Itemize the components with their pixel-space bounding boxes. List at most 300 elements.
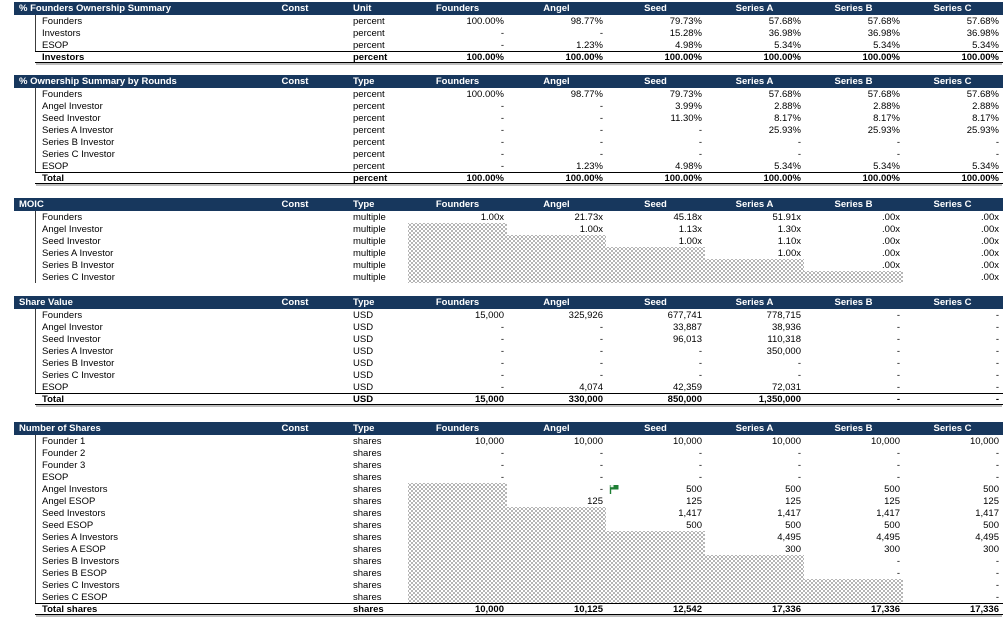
total-label[interactable]: Total	[42, 172, 64, 184]
total-cell[interactable]: 100.00%	[664, 172, 702, 184]
cell[interactable]: -	[500, 160, 504, 172]
cell[interactable]: 100.00%	[466, 15, 504, 27]
cell[interactable]: -	[896, 333, 900, 345]
cell[interactable]: -	[500, 124, 504, 136]
cell[interactable]: .00x	[882, 235, 900, 247]
cell[interactable]: -	[896, 357, 900, 369]
cell[interactable]: 10,000	[771, 435, 801, 447]
cell[interactable]: -	[500, 357, 504, 369]
cell[interactable]: 42,359	[672, 381, 702, 393]
cell[interactable]: -	[797, 471, 801, 483]
total-cell[interactable]: 100.00%	[565, 172, 603, 184]
cell[interactable]: -	[896, 471, 900, 483]
type-cell[interactable]: shares	[353, 483, 382, 495]
table-row	[14, 507, 1003, 519]
cell[interactable]: 79.73%	[669, 88, 702, 100]
cell[interactable]: 1.30x	[777, 223, 801, 235]
type-cell[interactable]: percent	[353, 15, 385, 27]
type-cell[interactable]: percent	[353, 148, 385, 160]
type-cell[interactable]: USD	[353, 357, 374, 369]
cell[interactable]: 10,000	[870, 435, 900, 447]
row-label[interactable]: Seed Investors	[42, 507, 106, 519]
row-label[interactable]: ESOP	[42, 39, 69, 51]
cell[interactable]: .00x	[882, 223, 900, 235]
cell[interactable]: 778,715	[766, 309, 801, 321]
total-cell[interactable]: 15,000	[474, 393, 504, 405]
cell[interactable]: 5.34%	[972, 39, 999, 51]
cell[interactable]: -	[896, 567, 900, 579]
row-label[interactable]: Angel Investor	[42, 100, 103, 112]
type-column-header: Type	[353, 76, 375, 87]
row-label[interactable]: Series A Investor	[42, 247, 114, 259]
row-label[interactable]: Series B ESOP	[42, 567, 107, 579]
type-cell[interactable]: percent	[353, 88, 385, 100]
total-cell[interactable]: 330,000	[568, 393, 603, 405]
type-cell[interactable]: USD	[353, 369, 374, 381]
total-cell[interactable]: 1,350,000	[758, 393, 801, 405]
cell[interactable]: -	[995, 148, 999, 160]
cell[interactable]: -	[995, 591, 999, 603]
cell[interactable]: 4,495	[876, 531, 900, 543]
cell[interactable]: -	[599, 112, 603, 124]
cell[interactable]: 57.68%	[867, 15, 900, 27]
cell[interactable]: -	[797, 136, 801, 148]
total-cell[interactable]: 12,542	[672, 603, 702, 615]
type-cell[interactable]: multiple	[353, 211, 386, 223]
cell[interactable]: -	[500, 136, 504, 148]
cell[interactable]: -	[599, 148, 603, 160]
cell[interactable]: 10,000	[672, 435, 702, 447]
total-cell[interactable]: 10,125	[573, 603, 603, 615]
cell[interactable]: .00x	[981, 223, 999, 235]
cell[interactable]: -	[500, 459, 504, 471]
hatch-pattern	[408, 543, 705, 555]
total-label[interactable]: Total	[42, 393, 64, 405]
row-label[interactable]: Series A Investor	[42, 124, 114, 136]
cell[interactable]: 125	[884, 495, 900, 507]
cell[interactable]: -	[500, 112, 504, 124]
cell[interactable]: 125	[686, 495, 702, 507]
cell[interactable]: 8.17%	[873, 112, 900, 124]
total-cell[interactable]: 100.00%	[961, 51, 999, 63]
type-cell[interactable]: percent	[353, 112, 385, 124]
cell[interactable]: 51.91x	[772, 211, 801, 223]
row-label[interactable]: ESOP	[42, 160, 69, 172]
cell[interactable]: 1,417	[876, 507, 900, 519]
cell[interactable]: 1,417	[975, 507, 999, 519]
cell[interactable]: -	[995, 447, 999, 459]
cell[interactable]: -	[500, 27, 504, 39]
cell[interactable]: 98.77%	[570, 15, 603, 27]
cell[interactable]: -	[797, 369, 801, 381]
table-row	[14, 211, 1003, 223]
type-cell[interactable]: shares	[353, 435, 382, 447]
row-label[interactable]: Series A Investor	[42, 345, 114, 357]
row-label[interactable]: Angel Investors	[42, 483, 108, 495]
cell[interactable]: 1.13x	[678, 223, 702, 235]
cell[interactable]: .00x	[882, 259, 900, 271]
row-label[interactable]: Investors	[42, 27, 81, 39]
cell[interactable]: -	[698, 357, 702, 369]
row-label[interactable]: Series B Investor	[42, 259, 115, 271]
row-label[interactable]: Series A Investors	[42, 531, 119, 543]
cell[interactable]: 500	[686, 519, 702, 531]
cell[interactable]: -	[500, 345, 504, 357]
cell[interactable]: 1.23%	[576, 39, 603, 51]
cell[interactable]: 500	[785, 519, 801, 531]
type-cell[interactable]: percent	[353, 100, 385, 112]
cell[interactable]: -	[896, 555, 900, 567]
cell[interactable]: -	[995, 321, 999, 333]
cell[interactable]: 8.17%	[774, 112, 801, 124]
cell[interactable]: -	[500, 471, 504, 483]
type-cell[interactable]: percent	[353, 51, 388, 63]
cell[interactable]: 125	[587, 495, 603, 507]
cell[interactable]: -	[698, 471, 702, 483]
type-cell[interactable]: shares	[353, 579, 382, 591]
cell[interactable]: 8.17%	[972, 112, 999, 124]
cell[interactable]: -	[500, 148, 504, 160]
type-cell[interactable]: shares	[353, 519, 382, 531]
cell[interactable]: 57.68%	[966, 15, 999, 27]
cell[interactable]: -	[896, 381, 900, 393]
cell[interactable]: 45.18x	[673, 211, 702, 223]
total-cell[interactable]: 100.00%	[961, 172, 999, 184]
cell[interactable]: -	[995, 459, 999, 471]
cell[interactable]: 57.68%	[867, 88, 900, 100]
cell[interactable]: -	[500, 369, 504, 381]
cell[interactable]: 110,318	[767, 333, 801, 345]
cell[interactable]: 57.68%	[768, 15, 801, 27]
column-header-founders: Founders	[435, 199, 480, 210]
cell[interactable]: -	[896, 309, 900, 321]
cell[interactable]: .00x	[882, 247, 900, 259]
cell[interactable]: 5.34%	[873, 39, 900, 51]
cell[interactable]: -	[797, 459, 801, 471]
cell[interactable]: .00x	[882, 211, 900, 223]
row-label[interactable]: Founder 3	[42, 459, 86, 471]
cell[interactable]: 500	[686, 483, 702, 495]
cell[interactable]: 500	[785, 483, 801, 495]
row-label[interactable]: Angel Investor	[42, 321, 103, 333]
cell[interactable]: 500	[884, 519, 900, 531]
cell[interactable]: 25.93%	[867, 124, 900, 136]
cell[interactable]: 15.28%	[669, 27, 702, 39]
cell[interactable]: 1.23%	[576, 160, 603, 172]
table-row	[14, 100, 1003, 112]
cell[interactable]: 125	[785, 495, 801, 507]
cell[interactable]: 1.00x	[777, 247, 801, 259]
total-cell[interactable]: 17,336	[771, 603, 801, 615]
type-cell[interactable]: shares	[353, 543, 382, 555]
cell[interactable]: 57.68%	[768, 88, 801, 100]
row-label[interactable]: ESOP	[42, 381, 69, 393]
cell[interactable]: -	[500, 381, 504, 393]
cell[interactable]: 15,000	[474, 309, 504, 321]
cell[interactable]: 5.34%	[873, 160, 900, 172]
total-cell[interactable]: 100.00%	[466, 51, 504, 63]
type-cell[interactable]: multiple	[353, 235, 386, 247]
type-cell[interactable]: shares	[353, 471, 382, 483]
cell[interactable]: 33,887	[672, 321, 702, 333]
cell[interactable]: 36.98%	[966, 27, 999, 39]
hatch-pattern	[408, 235, 606, 247]
type-cell[interactable]: USD	[353, 309, 374, 321]
cell[interactable]: 21.73x	[574, 211, 603, 223]
cell[interactable]: .00x	[981, 259, 999, 271]
cell[interactable]: 57.68%	[966, 88, 999, 100]
cell[interactable]: 300	[884, 543, 900, 555]
cell[interactable]: -	[599, 471, 603, 483]
cell[interactable]: -	[995, 555, 999, 567]
column-header-angel: Angel	[543, 423, 570, 434]
cell[interactable]: -	[500, 321, 504, 333]
row-label[interactable]: Series A ESOP	[42, 543, 106, 555]
cell[interactable]: 100.00%	[466, 88, 504, 100]
cell[interactable]: -	[507, 484, 606, 495]
cell[interactable]: 10,000	[573, 435, 603, 447]
total-cell[interactable]: 17,336	[969, 603, 999, 615]
total-cell[interactable]: 10,000	[474, 603, 504, 615]
cell[interactable]: 98.77%	[570, 88, 603, 100]
cell[interactable]: 125	[983, 495, 999, 507]
cell[interactable]: -	[698, 148, 702, 160]
row-label[interactable]: Series C Investor	[42, 369, 115, 381]
row-label[interactable]: Series B Investors	[42, 555, 120, 567]
row-label[interactable]: Angel ESOP	[42, 495, 96, 507]
row-label[interactable]: Seed Investor	[42, 112, 101, 124]
cell[interactable]: 2.88%	[972, 100, 999, 112]
row-label[interactable]: Series C Investor	[42, 148, 115, 160]
cell[interactable]: 79.73%	[669, 15, 702, 27]
row-label[interactable]: Series B Investor	[42, 357, 115, 369]
cell[interactable]: -	[995, 345, 999, 357]
column-header-series-c: Series C	[933, 297, 972, 308]
cell[interactable]: -	[995, 369, 999, 381]
const-column-header: Const	[281, 76, 309, 87]
row-label[interactable]: Seed Investor	[42, 235, 101, 247]
cell[interactable]: 10,000	[474, 435, 504, 447]
total-cell[interactable]: 850,000	[667, 393, 702, 405]
cell[interactable]: 5.34%	[774, 160, 801, 172]
row-label[interactable]: Series C ESOP	[42, 591, 108, 603]
cell[interactable]: -	[896, 321, 900, 333]
row-label[interactable]: Founders	[42, 309, 83, 321]
cell[interactable]: -	[797, 148, 801, 160]
type-cell[interactable]: shares	[353, 447, 382, 459]
cell[interactable]: 1.10x	[777, 235, 801, 247]
cell[interactable]: -	[599, 369, 603, 381]
cell[interactable]: 325,926	[568, 309, 603, 321]
cell[interactable]: 3.99%	[675, 100, 702, 112]
cell[interactable]: 1,417	[777, 507, 801, 519]
cell[interactable]: -	[896, 447, 900, 459]
cell[interactable]: -	[995, 381, 999, 393]
cell[interactable]: -	[599, 27, 603, 39]
cell[interactable]: .00x	[981, 247, 999, 259]
total-cell[interactable]: 100.00%	[664, 51, 702, 63]
total-cell[interactable]: 17,336	[870, 603, 900, 615]
cell[interactable]: 300	[785, 543, 801, 555]
type-cell[interactable]: shares	[353, 555, 382, 567]
cell[interactable]: 677,741	[667, 309, 702, 321]
type-cell[interactable]: percent	[353, 136, 385, 148]
row-label[interactable]: Series C Investor	[42, 271, 115, 283]
row-label[interactable]: Founders	[42, 211, 83, 223]
cell[interactable]: 4.98%	[675, 160, 702, 172]
type-cell[interactable]: shares	[353, 459, 382, 471]
cell[interactable]: -	[698, 369, 702, 381]
cell[interactable]: 500	[884, 483, 900, 495]
table-title: Number of Shares	[19, 423, 101, 434]
cell[interactable]: 4,495	[777, 531, 801, 543]
type-cell[interactable]: shares	[353, 603, 384, 615]
type-cell[interactable]: percent	[353, 160, 385, 172]
cell[interactable]: -	[698, 447, 702, 459]
type-cell[interactable]: shares	[353, 531, 382, 543]
cell[interactable]: 1.00x	[579, 223, 603, 235]
cell[interactable]: -	[995, 309, 999, 321]
cell[interactable]: -	[599, 100, 603, 112]
row-label[interactable]: Founder 2	[42, 447, 86, 459]
cell[interactable]: 36.98%	[768, 27, 801, 39]
cell[interactable]: -	[797, 447, 801, 459]
cell[interactable]: 5.34%	[972, 160, 999, 172]
cell[interactable]: 96,013	[672, 333, 702, 345]
cell[interactable]: 1.00x	[480, 211, 504, 223]
cell[interactable]: -	[599, 447, 603, 459]
type-cell[interactable]: multiple	[353, 271, 386, 283]
row-label[interactable]: Seed Investor	[42, 333, 101, 345]
type-cell[interactable]: percent	[353, 124, 385, 136]
row-label[interactable]: Founders	[42, 88, 83, 100]
cell[interactable]: 1,417	[678, 507, 702, 519]
type-cell[interactable]: USD	[353, 393, 374, 405]
cell[interactable]: 5.34%	[774, 39, 801, 51]
cell[interactable]: -	[500, 39, 504, 51]
cell[interactable]: -	[896, 369, 900, 381]
type-cell[interactable]: USD	[353, 333, 374, 345]
type-cell[interactable]: shares	[353, 591, 382, 603]
row-label[interactable]: Angel Investor	[42, 223, 103, 235]
type-cell[interactable]: shares	[353, 567, 382, 579]
cell[interactable]: -	[896, 345, 900, 357]
cell[interactable]: -	[698, 136, 702, 148]
total-cell[interactable]: 100.00%	[862, 51, 900, 63]
type-cell[interactable]: multiple	[353, 247, 386, 259]
row-label[interactable]: ESOP	[42, 471, 69, 483]
type-cell[interactable]: percent	[353, 39, 385, 51]
cell[interactable]: -	[797, 357, 801, 369]
cell[interactable]: -	[599, 459, 603, 471]
cell[interactable]: -	[500, 333, 504, 345]
cell[interactable]: -	[698, 345, 702, 357]
cell[interactable]: -	[698, 124, 702, 136]
table-title: % Founders Ownership Summary	[19, 3, 172, 14]
cell[interactable]: 4.98%	[675, 39, 702, 51]
row-label[interactable]: Seed ESOP	[42, 519, 94, 531]
row-label[interactable]: Founders	[42, 15, 83, 27]
type-cell[interactable]: shares	[353, 507, 382, 519]
cell[interactable]: -	[995, 579, 999, 591]
table-body	[14, 88, 1003, 172]
cell[interactable]: -	[995, 567, 999, 579]
total-label[interactable]: Total shares	[42, 603, 98, 615]
cell[interactable]: 2.88%	[873, 100, 900, 112]
type-cell[interactable]: multiple	[353, 259, 386, 271]
row-label[interactable]: Series C Investors	[42, 579, 120, 591]
total-cell[interactable]: 100.00%	[466, 172, 504, 184]
cell[interactable]: 1.00x	[678, 235, 702, 247]
cell[interactable]: 4,074	[579, 381, 603, 393]
cell[interactable]: 500	[983, 519, 999, 531]
total-label[interactable]: Investors	[42, 51, 85, 63]
cell[interactable]: 36.98%	[867, 27, 900, 39]
cell[interactable]: -	[599, 136, 603, 148]
type-cell[interactable]: multiple	[353, 223, 386, 235]
cell[interactable]: -	[599, 357, 603, 369]
cell[interactable]: 10,000	[969, 435, 999, 447]
cell[interactable]: 500	[983, 483, 999, 495]
cell[interactable]: -	[896, 148, 900, 160]
cell[interactable]: 4,495	[975, 531, 999, 543]
cell[interactable]: -	[599, 321, 603, 333]
cell[interactable]: -	[896, 459, 900, 471]
total-cell[interactable]: -	[995, 393, 999, 405]
cell[interactable]: -	[995, 333, 999, 345]
cell[interactable]: 38,936	[771, 321, 801, 333]
cell[interactable]: 2.88%	[774, 100, 801, 112]
cell[interactable]: .00x	[981, 235, 999, 247]
type-cell[interactable]: shares	[353, 495, 382, 507]
table-row	[14, 321, 1003, 333]
row-label[interactable]: Series B Investor	[42, 136, 115, 148]
total-cell[interactable]: -	[896, 393, 900, 405]
cell[interactable]: -	[599, 124, 603, 136]
cell[interactable]: -	[500, 447, 504, 459]
table-row	[14, 357, 1003, 369]
total-cell[interactable]: 100.00%	[862, 172, 900, 184]
type-cell[interactable]: USD	[353, 345, 374, 357]
cell[interactable]: 350,000	[766, 345, 801, 357]
type-cell[interactable]: percent	[353, 172, 388, 184]
cell[interactable]: -	[995, 357, 999, 369]
total-row	[35, 172, 1003, 184]
type-cell[interactable]: USD	[353, 381, 374, 393]
total-cell[interactable]: 100.00%	[763, 51, 801, 63]
cell[interactable]: -	[698, 459, 702, 471]
cell[interactable]: -	[599, 333, 603, 345]
total-cell[interactable]: 100.00%	[763, 172, 801, 184]
total-cell[interactable]: 100.00%	[565, 51, 603, 63]
row-label[interactable]: Founder 1	[42, 435, 86, 447]
cell[interactable]: -	[995, 136, 999, 148]
cell[interactable]: -	[995, 471, 999, 483]
cell[interactable]: .00x	[981, 211, 999, 223]
cell[interactable]: -	[500, 100, 504, 112]
type-cell[interactable]: percent	[353, 27, 385, 39]
cell[interactable]: 11.30%	[670, 112, 702, 124]
cell[interactable]: .00x	[981, 271, 999, 283]
cell[interactable]: 25.93%	[966, 124, 999, 136]
cell[interactable]: 300	[983, 543, 999, 555]
cell[interactable]: 72,031	[771, 381, 801, 393]
type-cell[interactable]: USD	[353, 321, 374, 333]
cell[interactable]: -	[896, 136, 900, 148]
cell[interactable]: -	[599, 345, 603, 357]
const-column-header: Const	[281, 297, 309, 308]
cell[interactable]: 25.93%	[768, 124, 801, 136]
